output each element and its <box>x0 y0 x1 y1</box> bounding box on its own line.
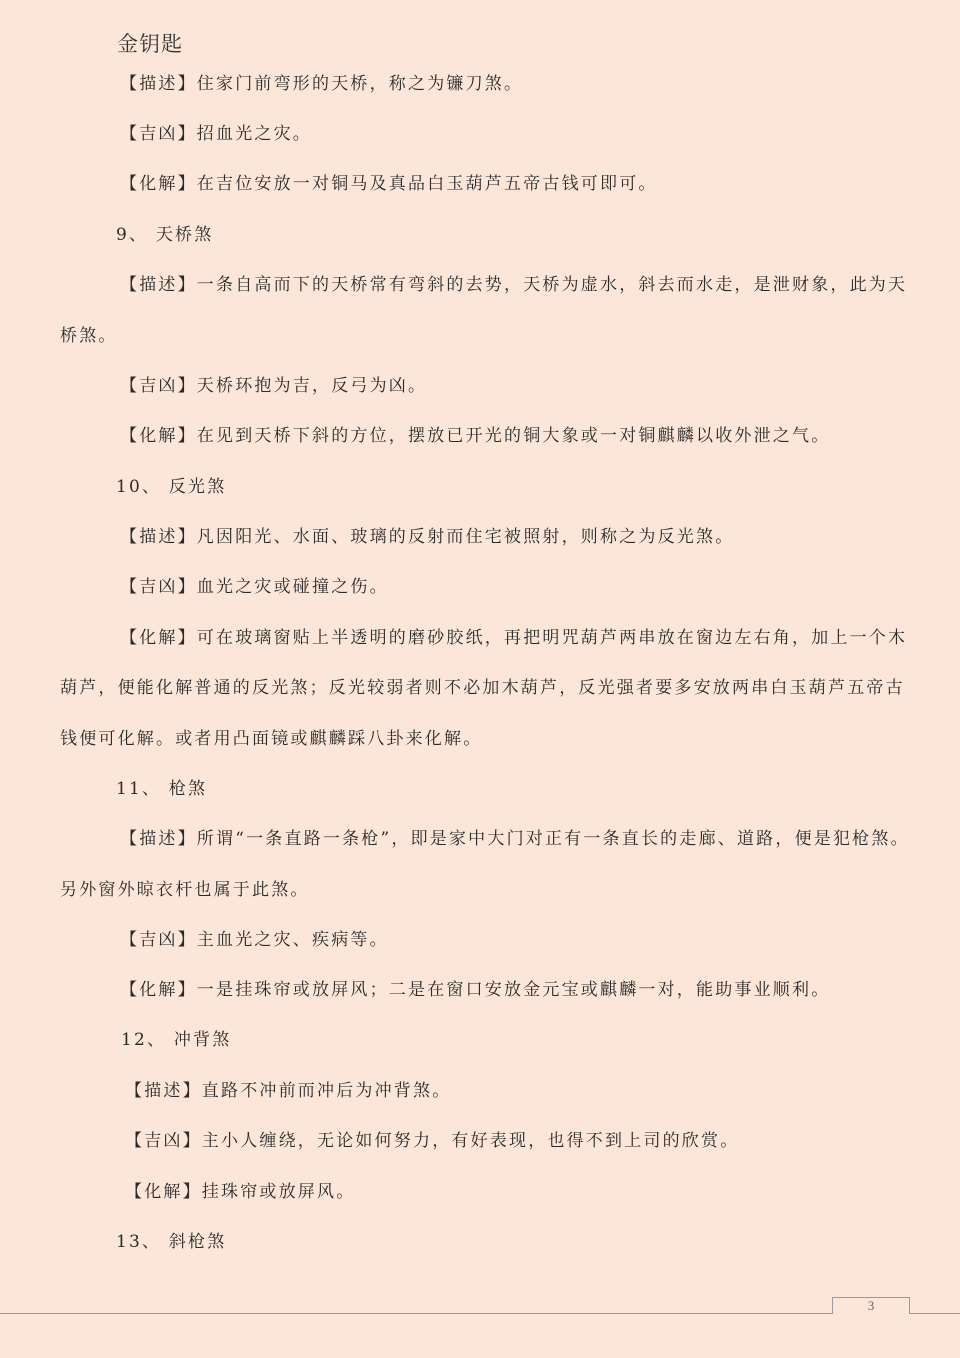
paragraph-line: 另外窗外晾衣杆也属于此煞。 <box>60 880 310 900</box>
paragraph-line: 【吉凶】主小人缠绕，无论如何努力，有好表现，也得不到上司的欣赏。 <box>125 1131 740 1151</box>
page-number: 3 <box>867 1298 875 1313</box>
section-heading: 9、 天桥煞 <box>116 225 214 245</box>
paragraph-line: 【化解】在见到天桥下斜的方位，摆放已开光的铜大象或一对铜麒麟以收外泄之气。 <box>120 426 831 446</box>
section-heading: 13、 斜枪煞 <box>116 1232 227 1252</box>
paragraph-line: 【吉凶】招血光之灾。 <box>120 124 312 144</box>
paragraph-line: 葫芦，便能化解普通的反光煞；反光较弱者则不必加木葫芦，反光强者要多安放两串白玉葫芦五帝古 <box>60 678 905 698</box>
paragraph-line: 【吉凶】血光之灾或碰撞之伤。 <box>120 577 389 597</box>
paragraph-line: 【描述】一条自高而下的天桥常有弯斜的去势，天桥为虚水，斜去而水走，是泄财象，此为天 <box>120 275 908 295</box>
section-heading: 12、 冲背煞 <box>121 1030 232 1050</box>
paragraph-line: 【描述】住家门前弯形的天桥，称之为镰刀煞。 <box>120 74 524 94</box>
paragraph-line: 【吉凶】主血光之灾、疾病等。 <box>120 930 389 950</box>
footer-divider <box>0 1313 960 1314</box>
paragraph-line: 【化解】挂珠帘或放屏风。 <box>125 1182 356 1202</box>
paragraph-line: 【描述】直路不冲前而冲后为冲背煞。 <box>125 1081 452 1101</box>
paragraph-line: 【描述】所谓“一条直路一条枪”，即是家中大门对正有一条直长的走廊、道路，便是犯枪煞。 <box>120 829 910 849</box>
paragraph-line: 桥煞。 <box>60 326 118 346</box>
paragraph-line: 【化解】一是挂珠帘或放屏风；二是在窗口安放金元宝或麒麟一对，能助事业顺利。 <box>120 980 831 1000</box>
paragraph-line: 【吉凶】天桥环抱为吉，反弓为凶。 <box>120 376 428 396</box>
paragraph-line: 【描述】凡因阳光、水面、玻璃的反射而住宅被照射，则称之为反光煞。 <box>120 527 735 547</box>
section-heading: 10、 反光煞 <box>116 477 227 497</box>
section-heading: 11、 枪煞 <box>116 779 208 799</box>
paragraph-line: 【化解】可在玻璃窗贴上半透明的磨砂胶纸，再把明咒葫芦两串放在窗边左右角，加上一个木 <box>120 628 908 648</box>
paragraph-line: 【化解】在吉位安放一对铜马及真品白玉葫芦五帝古钱可即可。 <box>120 174 658 194</box>
page-header-title: 金钥匙 <box>117 32 183 56</box>
paragraph-line: 钱便可化解。或者用凸面镜或麒麟踩八卦来化解。 <box>60 729 483 749</box>
